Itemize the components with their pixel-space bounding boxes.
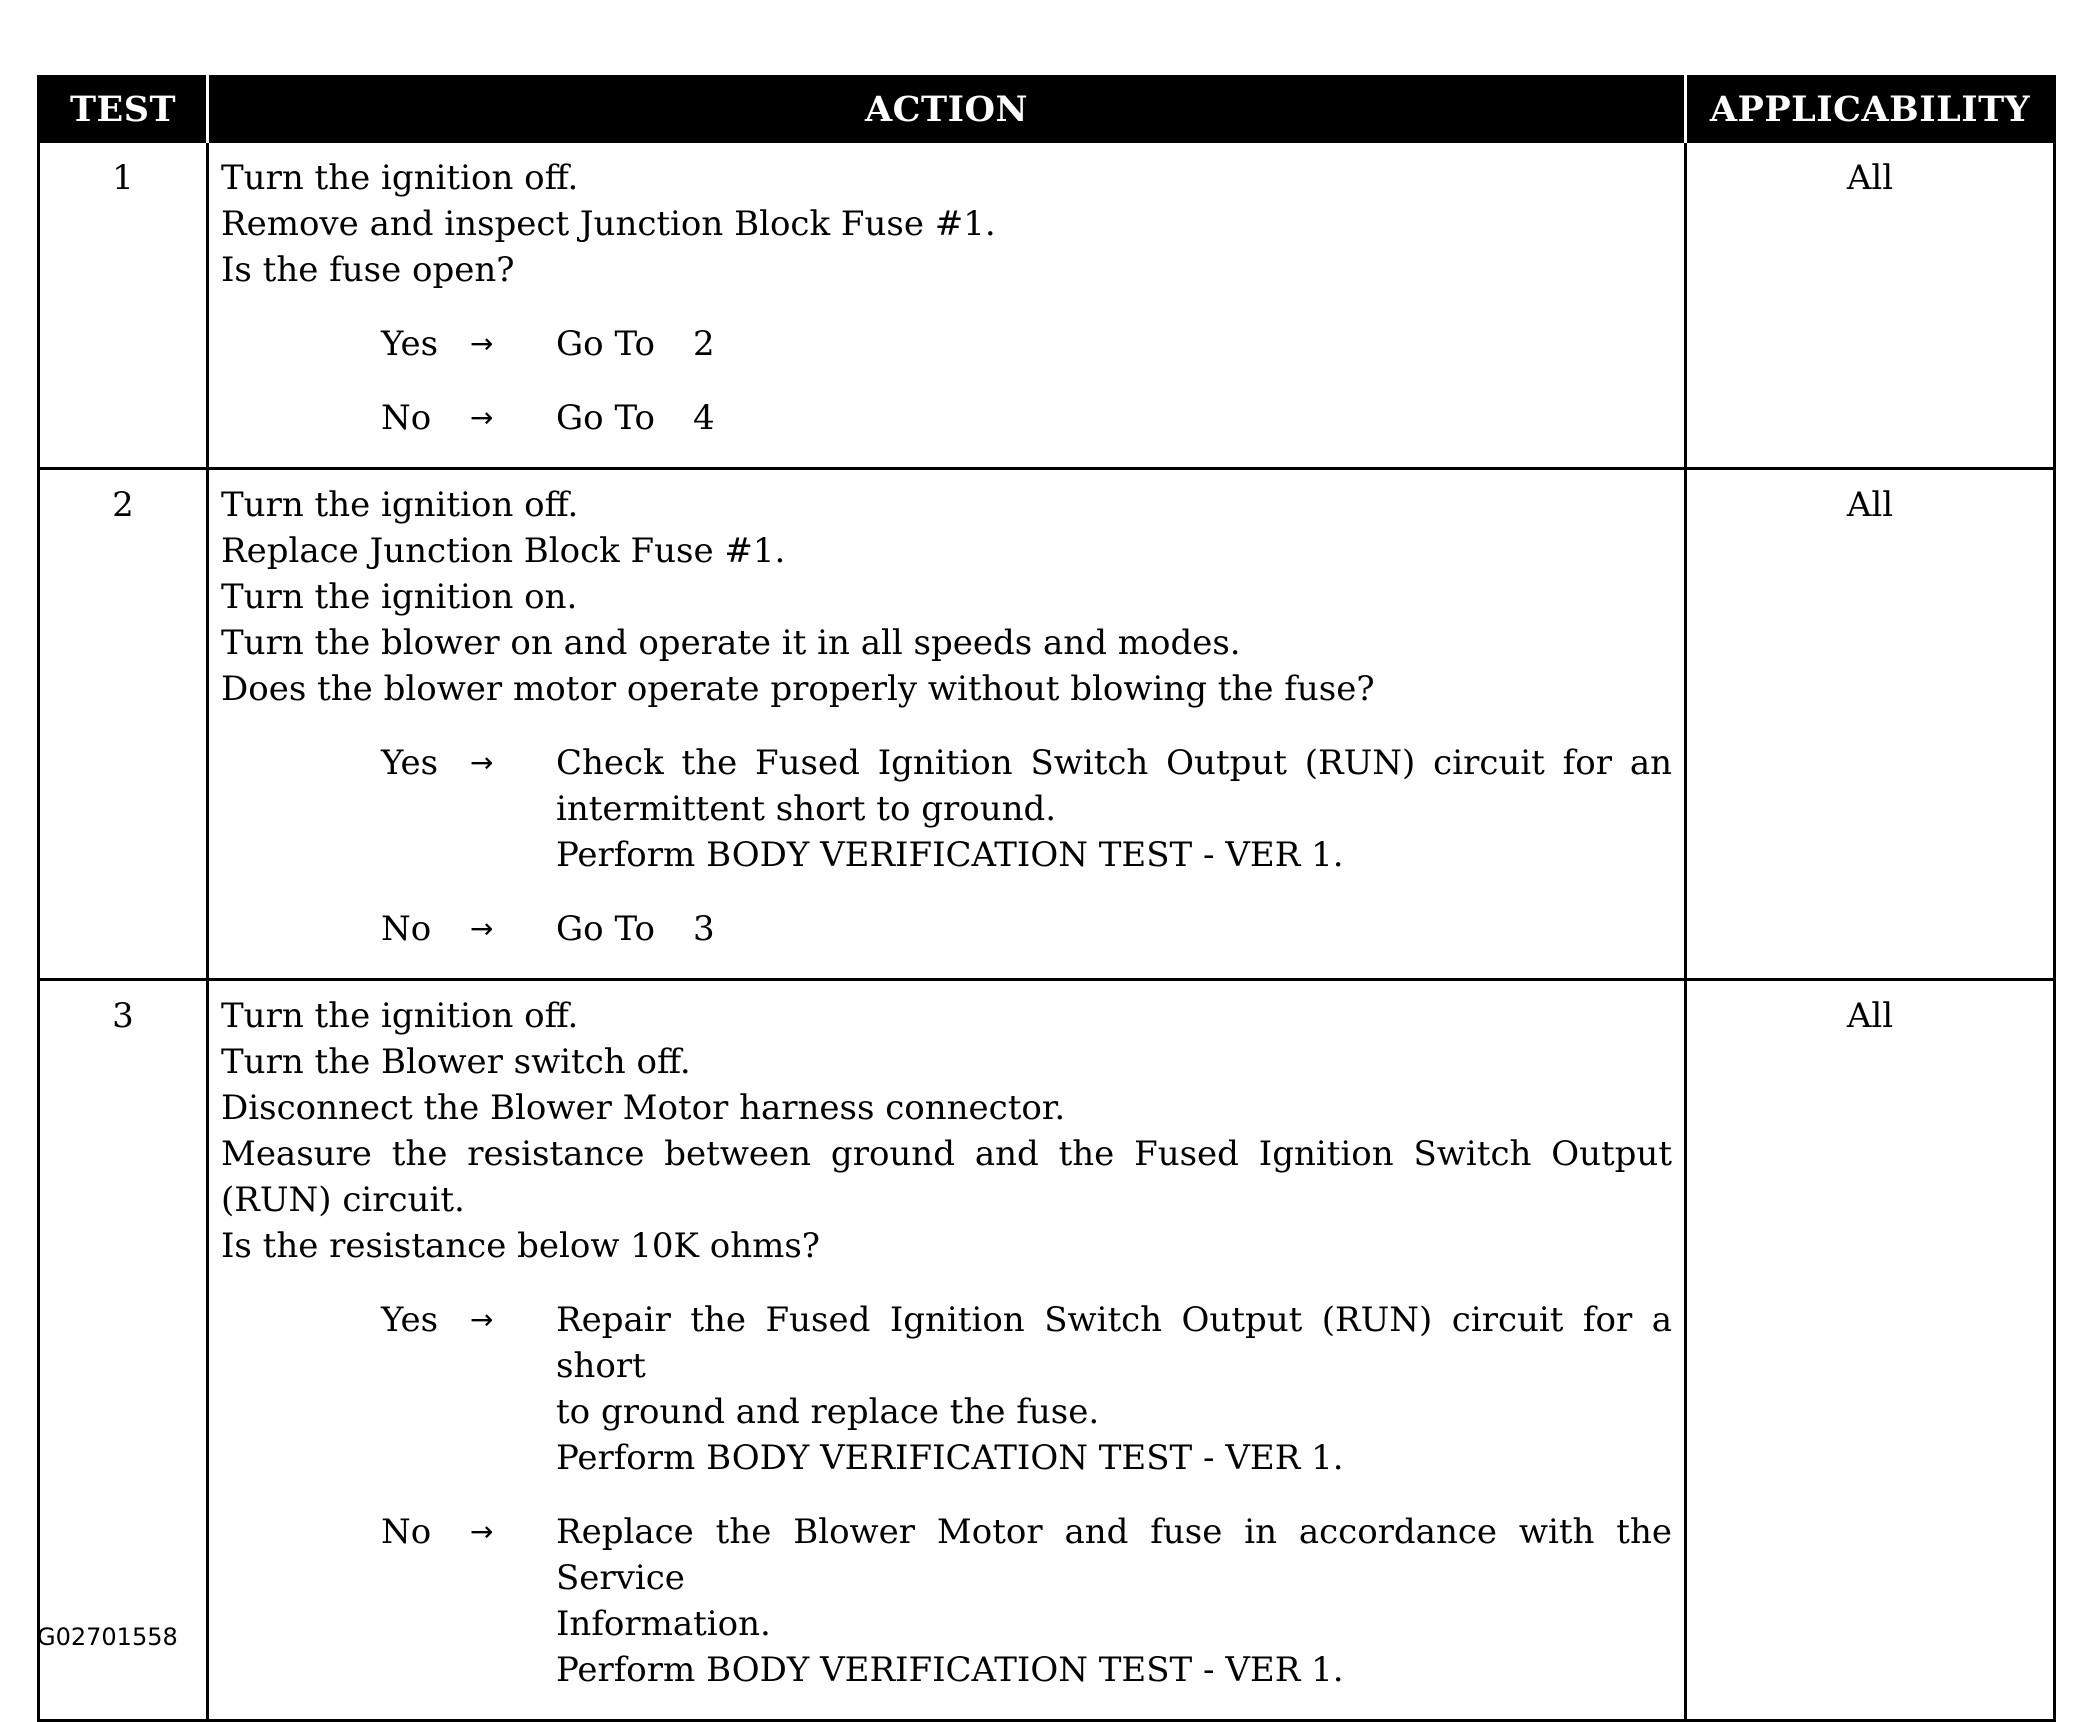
table-row: [39, 469, 2055, 980]
result-line: Replace the Blower Motor and fuse in accordance with the Service: [556, 1512, 1672, 1598]
step-line: Turn the ignition off.: [221, 158, 579, 198]
goto-target: 4: [692, 398, 715, 438]
result-line: intermittent short to ground.: [556, 789, 1057, 829]
result-yes: [221, 1297, 1672, 1481]
action-cell: [208, 142, 1686, 469]
result-label: Yes: [381, 743, 439, 783]
test-number: 1: [39, 142, 208, 469]
result-line: Information.: [556, 1604, 771, 1644]
applicability-cell: All: [1686, 469, 2055, 980]
header-applicability: APPLICABILITY: [1686, 77, 2055, 142]
goto-target: 2: [692, 324, 715, 364]
test-number: 3: [39, 980, 208, 1721]
action-cell: [208, 980, 1686, 1721]
step-line: Replace Junction Block Fuse #1.: [221, 531, 786, 571]
header-action: ACTION: [208, 77, 1686, 142]
applicability-cell: All: [1686, 142, 2055, 469]
result-line: Perform BODY VERIFICATION TEST - VER 1.: [556, 1650, 1344, 1690]
result-line: Perform BODY VERIFICATION TEST - VER 1.: [556, 835, 1344, 875]
result-line: Check the Fused Ignition Switch Output (RUN) circuit for an: [556, 743, 1672, 783]
action-cell: [208, 469, 1686, 980]
arrow-right-icon: →: [470, 746, 494, 779]
goto-target: 3: [692, 909, 715, 949]
step-line: Is the resistance below 10K ohms?: [221, 1226, 821, 1266]
goto-text: Go To: [556, 398, 655, 438]
step-line: Disconnect the Blower Motor harness connector.: [221, 1088, 1066, 1128]
step-line: Turn the blower on and operate it in all speeds and modes.: [221, 623, 1241, 663]
arrow-right-icon: →: [470, 327, 494, 360]
test-number: 2: [39, 469, 208, 980]
table-header-row: [39, 77, 2055, 142]
arrow-right-icon: →: [470, 401, 494, 434]
result-text: [556, 321, 1672, 367]
result-no: [221, 1509, 1672, 1693]
arrow-right-icon: →: [470, 1515, 494, 1548]
result-no: [221, 395, 1672, 441]
result-list: [221, 1297, 1672, 1693]
step-line: Turn the ignition off.: [221, 485, 579, 525]
result-list: [221, 740, 1672, 952]
result-text: [556, 906, 1672, 952]
result-text: [556, 1297, 1672, 1481]
table-row: [39, 980, 2055, 1721]
result-label: No: [381, 909, 432, 949]
result-line: Perform BODY VERIFICATION TEST - VER 1.: [556, 1438, 1344, 1478]
step-line: Does the blower motor operate properly without blowing the fuse?: [221, 669, 1375, 709]
table-row: [39, 142, 2055, 469]
result-label: Yes: [381, 1300, 439, 1340]
step-line: Is the fuse open?: [221, 250, 515, 290]
step-line: Remove and inspect Junction Block Fuse #1.: [221, 204, 996, 244]
diagnostic-test-table: [37, 75, 2056, 1722]
step-line: Turn the ignition on.: [221, 577, 578, 617]
goto-text: Go To: [556, 909, 655, 949]
goto-text: Go To: [556, 324, 655, 364]
step-line: (RUN) circuit.: [221, 1180, 465, 1220]
result-text: [556, 740, 1672, 878]
arrow-right-icon: →: [470, 1303, 494, 1336]
arrow-right-icon: →: [470, 912, 494, 945]
result-line: Repair the Fused Ignition Switch Output (RUN) circuit for a short: [556, 1300, 1672, 1386]
result-yes: [221, 321, 1672, 367]
result-line: to ground and replace the fuse.: [556, 1392, 1100, 1432]
result-label: No: [381, 398, 432, 438]
step-line: Turn the ignition off.: [221, 996, 579, 1036]
step-line: Measure the resistance between ground and the Fused Ignition Switch Output: [221, 1134, 1672, 1174]
header-test: TEST: [39, 77, 208, 142]
result-text: [556, 395, 1672, 441]
figure-id-caption: G02701558: [37, 1623, 178, 1651]
result-no: [221, 906, 1672, 952]
step-line: Turn the Blower switch off.: [221, 1042, 691, 1082]
applicability-cell: All: [1686, 980, 2055, 1721]
result-label: Yes: [381, 324, 439, 364]
result-label: No: [381, 1512, 432, 1552]
result-list: [221, 321, 1672, 441]
result-yes: [221, 740, 1672, 878]
result-text: [556, 1509, 1672, 1693]
